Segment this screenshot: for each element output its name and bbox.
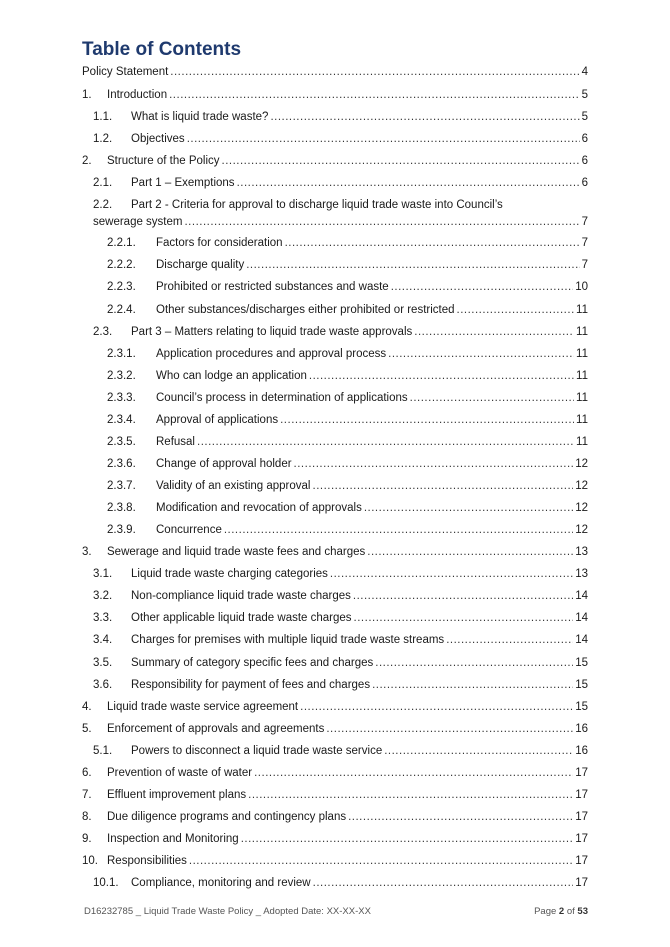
toc-entry-page: 5 [581,89,588,101]
toc-entry[interactable] [107,501,588,516]
toc-entry-title: Prevention of waste of water [107,767,253,779]
toc-entry-page: 6 [581,133,588,145]
toc-entry[interactable] [93,656,588,671]
toc-entry-number: 2.3.3. [107,392,136,404]
toc-entry-number: 1.2. [93,133,113,145]
toc-entry-number: 2.3.1. [107,348,136,360]
toc-entry-page: 17 [575,789,588,801]
toc-entry[interactable] [82,154,588,169]
toc-entry-title: Modification and revocation of approvals [156,502,362,514]
toc-entry[interactable] [93,325,588,340]
toc-entry-page: 17 [575,767,588,779]
toc-entry-page: 15 [575,679,588,691]
toc-entry-page: 10 [575,281,588,293]
footer-page-number: Page 2 of 53 [534,906,588,917]
toc-leader-dots [367,545,573,560]
toc-leader-dots [189,854,573,869]
toc-leader-dots [388,347,574,362]
toc-entry-number: 3.1. [93,568,113,580]
toc-entry-number: 3.5. [93,657,113,669]
toc-entry-page: 4 [581,66,588,78]
toc-leader-dots [241,832,574,847]
toc-leader-dots [364,501,573,516]
toc-entry-title: Council’s process in determination of applications [156,392,408,404]
toc-entry-page: 15 [575,701,588,713]
toc-entry-title: What is liquid trade waste? [131,111,269,123]
toc-entry-page: 5 [581,111,588,123]
toc-leader-dots [280,413,574,428]
toc-entry-number: 2.2. [93,199,113,211]
toc-entry-number: 2.2.2. [107,259,136,271]
toc-entry[interactable] [93,567,588,582]
toc-entry-page: 17 [575,877,588,889]
toc-leader-dots [184,215,579,230]
toc-leader-dots [313,479,574,494]
toc-entry-title: Objectives [131,133,185,145]
toc-entry[interactable] [93,176,588,191]
toc-entry[interactable] [107,457,588,472]
toc-entry[interactable] [82,700,588,715]
toc-entry-page: 12 [575,524,588,536]
toc-entry[interactable] [107,347,588,362]
toc-leader-dots [330,567,573,582]
toc-entry[interactable] [82,65,588,80]
toc-entry-number: 10.1. [93,877,119,889]
page-footer [84,906,588,917]
toc-entry-page: 13 [575,546,588,558]
toc-entry-page: 6 [581,155,588,167]
toc-entry-title: Application procedures and approval process [156,348,387,360]
toc-entry-number: 1.1. [93,111,113,123]
toc-entry-page: 14 [575,590,588,602]
toc-entry[interactable] [107,280,588,295]
toc-entry-title: Validity of an existing approval [156,480,311,492]
toc-entry-page: 11 [576,370,588,382]
toc-leader-dots [457,303,575,318]
toc-entry-number: 2. [82,155,92,167]
toc-entry[interactable] [82,854,588,869]
toc-entry-number: 2.1. [93,177,113,189]
toc-entry-title: Inspection and Monitoring [107,833,239,845]
toc-entry-title: Introduction [107,89,168,101]
toc-entry-number: 8. [82,811,92,823]
toc-leader-dots [270,110,579,125]
toc-entry[interactable] [93,198,588,230]
toc-entry-number: 2.2.3. [107,281,136,293]
toc-leader-dots [309,369,574,384]
toc-entry[interactable] [82,788,588,803]
toc-entry[interactable] [82,766,588,781]
toc-entry-page: 14 [575,634,588,646]
toc-entry-title: Sewerage and liquid trade waste fees and charges [107,546,366,558]
toc-entry-number: 1. [82,89,92,101]
toc-leader-dots [254,766,573,781]
toc-entry[interactable] [82,810,588,825]
toc-leader-dots [353,589,573,604]
toc-entry-number: 2.2.4. [107,304,136,316]
toc-entry[interactable] [82,545,588,560]
toc-entry[interactable] [93,876,588,891]
toc-leader-dots [170,65,579,80]
toc-entry-title: Part 1 – Exemptions [131,177,235,189]
toc-leader-dots [375,656,573,671]
toc-entry[interactable] [93,611,588,626]
toc-entry-title: Structure of the Policy [107,155,220,167]
toc-leader-dots [354,611,574,626]
toc-leader-dots [222,154,580,169]
toc-entry[interactable] [93,132,588,147]
toc-entry[interactable] [93,589,588,604]
toc-entry-number: 2.3. [93,326,113,338]
toc-entry-title: Responsibilities [107,855,187,867]
toc-title: Table of Contents [82,39,242,60]
toc-entry[interactable] [93,678,588,693]
footer-document-id: D16232785 _ Liquid Trade Waste Policy _ Adopted Date: XX-XX-XX [84,906,371,917]
toc-entry-number: 3.2. [93,590,113,602]
toc-leader-dots [224,523,573,538]
toc-entry-number: 6. [82,767,92,779]
toc-entry[interactable] [107,391,588,406]
toc-entry-page: 12 [575,480,588,492]
toc-entry-title: Other substances/discharges either prohibited or restricted [156,304,455,316]
toc-entry-number: 2.3.7. [107,480,136,492]
toc-entry[interactable] [107,236,588,251]
toc-entry-title: Policy Statement [82,66,169,78]
toc-entry-number: 4. [82,701,92,713]
toc-leader-dots [348,810,573,825]
toc-leader-dots [294,457,574,472]
toc-entry-page: 7 [581,237,588,249]
toc-entry-page: 11 [576,348,588,360]
toc-entry-title: Due diligence programs and contingency plans [107,811,347,823]
toc-leader-dots [285,236,580,251]
toc-entry[interactable] [107,523,588,538]
toc-leader-dots [300,700,573,715]
toc-entry-title: Concurrence [156,524,222,536]
toc-entry-page: 17 [575,855,588,867]
toc-leader-dots [384,744,573,759]
toc-entry-title: Approval of applications [156,414,279,426]
toc-leader-dots [246,258,579,273]
toc-entry-title: Non-compliance liquid trade waste charges [131,590,351,602]
toc-entry-number: 2.3.8. [107,502,136,514]
toc-entry-number: 10. [82,855,98,867]
toc-entry-title: Enforcement of approvals and agreements [107,723,325,735]
toc-entry-title-continued: sewerage system [93,216,183,228]
toc-entry-title: Other applicable liquid trade waste charges [131,612,352,624]
toc-entry-page: 11 [576,392,588,404]
toc-entry-title: Part 3 – Matters relating to liquid trade waste approvals [131,326,413,338]
toc-entry-number: 3. [82,546,92,558]
toc-entry-title: Compliance, monitoring and review [131,877,311,889]
toc-leader-dots [197,435,574,450]
toc-entry[interactable] [82,832,588,847]
toc-entry-number: 9. [82,833,92,845]
toc-entry-number: 2.3.5. [107,436,136,448]
toc-entry-page: 11 [576,436,588,448]
toc-entry[interactable] [107,369,588,384]
toc-entry-page: 11 [576,304,588,316]
toc-entry-page: 11 [576,326,588,338]
toc-entry-title: Charges for premises with multiple liquid trade waste streams [131,634,445,646]
toc-entry-title: Effluent improvement plans [107,789,247,801]
toc-entry[interactable] [93,110,588,125]
toc-entry[interactable] [107,303,588,318]
toc-entry-page: 15 [575,657,588,669]
toc-entry-title: Responsibility for payment of fees and charges [131,679,371,691]
toc-entry-page: 7 [581,216,588,228]
toc-entry-page: 14 [575,612,588,624]
toc-entry-page: 12 [575,502,588,514]
toc-entry[interactable] [107,413,588,428]
toc-entry-title: Factors for consideration [156,237,283,249]
toc-entry-page: 13 [575,568,588,580]
toc-entry-number: 2.2.1. [107,237,136,249]
toc-entry-title: Change of approval holder [156,458,292,470]
toc-entry-page: 17 [575,811,588,823]
toc-entry-title: Discharge quality [156,259,245,271]
toc-entry-number: 5. [82,723,92,735]
toc-entry-title: Prohibited or restricted substances and waste [156,281,389,293]
toc-leader-dots [414,325,574,340]
toc-entry-title: Powers to disconnect a liquid trade waste service [131,745,383,757]
toc-entry-title: Liquid trade waste charging categories [131,568,328,580]
toc-entry-number: 2.3.2. [107,370,136,382]
toc-leader-dots [248,788,573,803]
toc-entry-number: 3.4. [93,634,113,646]
toc-entry[interactable] [107,258,588,273]
toc-leader-dots [169,88,579,103]
toc-entry-number: 2.3.6. [107,458,136,470]
toc-entry-page: 6 [581,177,588,189]
toc-entry-page: 17 [575,833,588,845]
toc-leader-dots [410,391,574,406]
toc-entry[interactable] [93,744,588,759]
toc-leader-dots [326,722,573,737]
toc-entry-number: 7. [82,789,92,801]
toc-leader-dots [391,280,574,295]
toc-leader-dots [187,132,580,147]
toc-entry-number: 3.6. [93,679,113,691]
toc-entry-title: Summary of category specific fees and charges [131,657,374,669]
toc-entry-number: 3.3. [93,612,113,624]
toc-entry-title: Liquid trade waste service agreement [107,701,299,713]
toc-entry-page: 11 [576,414,588,426]
toc-entry-page: 7 [581,259,588,271]
toc-entry[interactable] [107,435,588,450]
toc-entry-number: 2.3.4. [107,414,136,426]
toc-entry[interactable] [82,722,588,737]
toc-leader-dots [446,633,573,648]
toc-entry-number: 2.3.9. [107,524,136,536]
toc-leader-dots [372,678,573,693]
toc-entry[interactable] [107,479,588,494]
toc-leader-dots [237,176,580,191]
toc-entry-number: 5.1. [93,745,113,757]
toc-leader-dots [313,876,574,891]
toc-entry-page: 12 [575,458,588,470]
toc-entry[interactable] [82,88,588,103]
toc-entry-page: 16 [575,745,588,757]
toc-entry-page: 16 [575,723,588,735]
toc-entry-title: Refusal [156,436,195,448]
toc-entry-title: Part 2 - Criteria for approval to discharge liquid trade waste into Council’s [131,199,503,211]
toc-entry-title: Who can lodge an application [156,370,307,382]
toc-entry[interactable] [93,633,588,648]
